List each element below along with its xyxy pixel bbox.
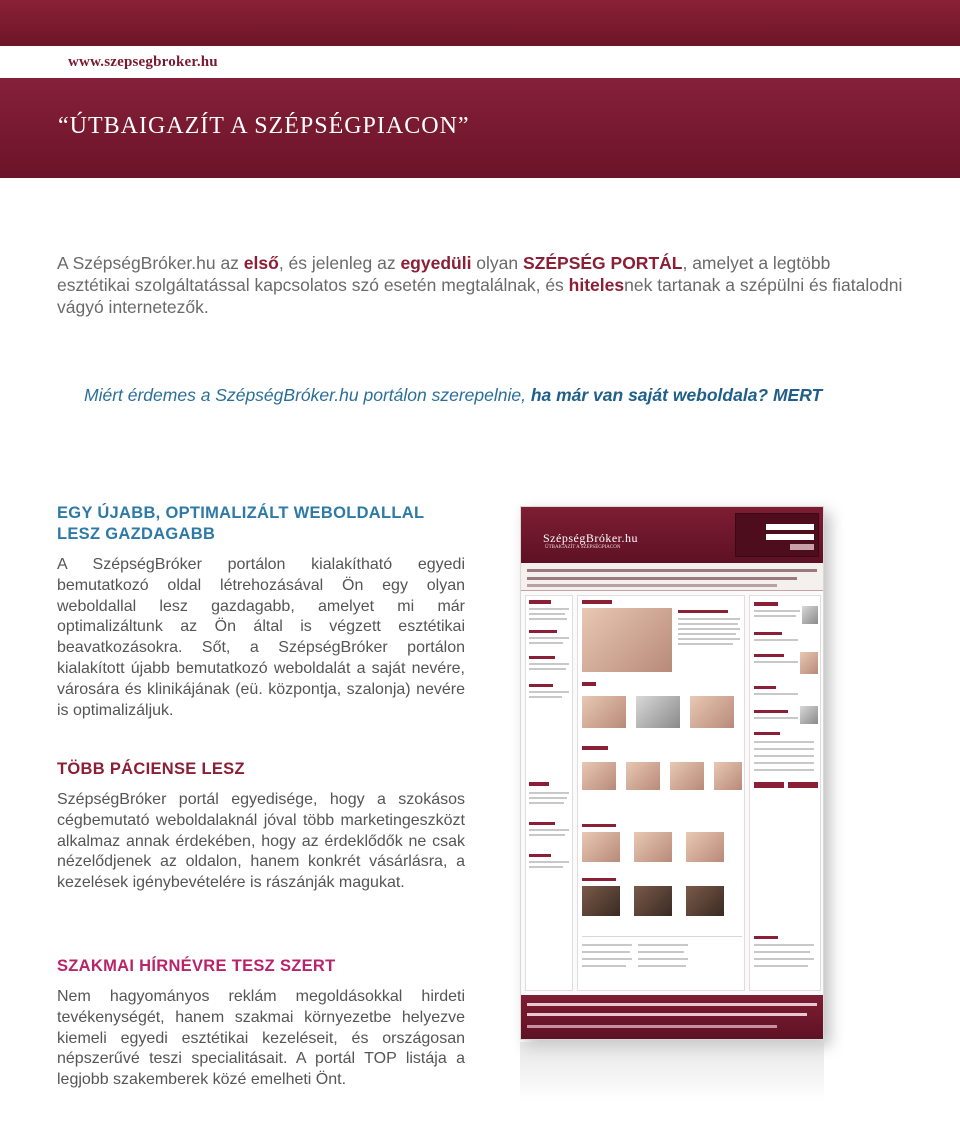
intro-text: , és jelenleg az bbox=[278, 253, 401, 273]
section-optimized-website bbox=[57, 503, 465, 721]
intro-text: olyan bbox=[471, 253, 523, 273]
intro-text: nek tartanak a szépülni és fiatalodni vágyó internetezők. bbox=[57, 275, 903, 317]
screenshot-gallery-photo bbox=[626, 762, 660, 790]
section-body: A SzépségBróker portálon kialakítható egyedi bemutatkozó oldal létrehozásával Ön egy olyan weboldallal lesz gazdagabb, amelyet mi már optimalizáltunk az Ön által is végzett esztétikai beavatkozásokra. Sőt, a SzépségBróker portálon kialakított újabb bemutatkozó weboldalát a saját nevére, városára és klinikájának (eü. központja, szalonja) nevére is optimalizáljuk. bbox=[57, 556, 465, 719]
section-body: Nem hagyományos reklám megoldásokkal hirdeti tevékenységét, hanem szakmai környezetbe helyezve kiemeli egyedi esztétikai kezeléseit, és országosan népszerűvé teszi specialitásait. A portál TOP listája a legjobb szakemberek közé emelheti Önt. bbox=[57, 988, 465, 1089]
screenshot-gallery-photo bbox=[714, 762, 742, 790]
screenshot-forum-column bbox=[525, 595, 573, 991]
screenshot-top-photo bbox=[636, 696, 680, 728]
question-text: Miért érdemes a SzépségBróker.hu portálon szerepelnie, bbox=[84, 385, 531, 405]
intro-highlight: első bbox=[243, 253, 279, 273]
question-line bbox=[84, 385, 822, 406]
screenshot-expert-photo bbox=[686, 886, 724, 916]
section-body: SzépségBróker portál egyedisége, hogy a szokásos cégbemutató weboldalaknál jóval több marketingeszközt alkalmaz annak érdekében, hogy az érdeklődők ne csak nézelődjenek az oldalon, hanem konkrét vásárlásra, a kezelések igénybevételére is rászánják magukat. bbox=[57, 791, 465, 892]
screenshot-logo: SzépségBróker.hu bbox=[543, 531, 638, 545]
intro-highlight: egyedüli bbox=[400, 253, 472, 273]
portal-screenshot bbox=[520, 506, 824, 1040]
question-emphasis: ha már van saját weboldala? MERT bbox=[530, 385, 823, 405]
screenshot-gallery-photo bbox=[582, 762, 616, 790]
intro-highlight: hiteles bbox=[568, 275, 625, 295]
screenshot-top-photo bbox=[690, 696, 734, 728]
section-heading: SZAKMAI HÍRNÉVRE TESZ SZERT bbox=[57, 957, 336, 975]
intro-text: , amelyet a legtöbb esztétikai szolgáltatással kapcsolatos szó esetén megtalálnak, és bbox=[57, 253, 831, 295]
section-heading: TÖBB PÁCIENSE LESZ bbox=[57, 760, 245, 778]
intro-text: A SzépségBróker.hu az bbox=[57, 253, 244, 273]
screenshot-header bbox=[521, 507, 824, 563]
top-bar bbox=[0, 0, 960, 46]
screenshot-feature-photo bbox=[582, 608, 672, 672]
section-more-patients bbox=[57, 759, 465, 894]
screenshot-gallery-photo bbox=[670, 762, 704, 790]
slogan: “ÚTBAIGAZÍT A SZÉPSÉGPIACON” bbox=[58, 113, 470, 139]
screenshot-solution-photo bbox=[582, 832, 620, 862]
screenshot-footer bbox=[521, 995, 824, 1040]
section-heading: EGY ÚJABB, OPTIMALIZÁLT WEBOLDALLAL LESZ GAZDAGABB bbox=[57, 504, 425, 543]
screenshot-nav bbox=[521, 563, 824, 591]
screenshot-login-box bbox=[735, 513, 819, 557]
screenshot-expert-photo bbox=[582, 886, 620, 916]
screenshot-expert-photo bbox=[634, 886, 672, 916]
site-url[interactable]: www.szepsegbroker.hu bbox=[68, 54, 218, 70]
intro-highlight: SZÉPSÉG PORTÁL bbox=[523, 253, 683, 273]
section-professional-reputation bbox=[57, 956, 465, 1091]
screenshot-main-column bbox=[577, 595, 745, 991]
screenshot-tagline: ÚTBAIGAZÍT A SZÉPSÉGPIACON bbox=[545, 545, 621, 550]
screenshot-solution-photo bbox=[686, 832, 724, 862]
intro-paragraph bbox=[57, 252, 907, 318]
screenshot-top-photo bbox=[582, 696, 626, 728]
screenshot-reflection bbox=[520, 1042, 824, 1102]
screenshot-right-column bbox=[749, 595, 821, 991]
screenshot-solution-photo bbox=[634, 832, 672, 862]
